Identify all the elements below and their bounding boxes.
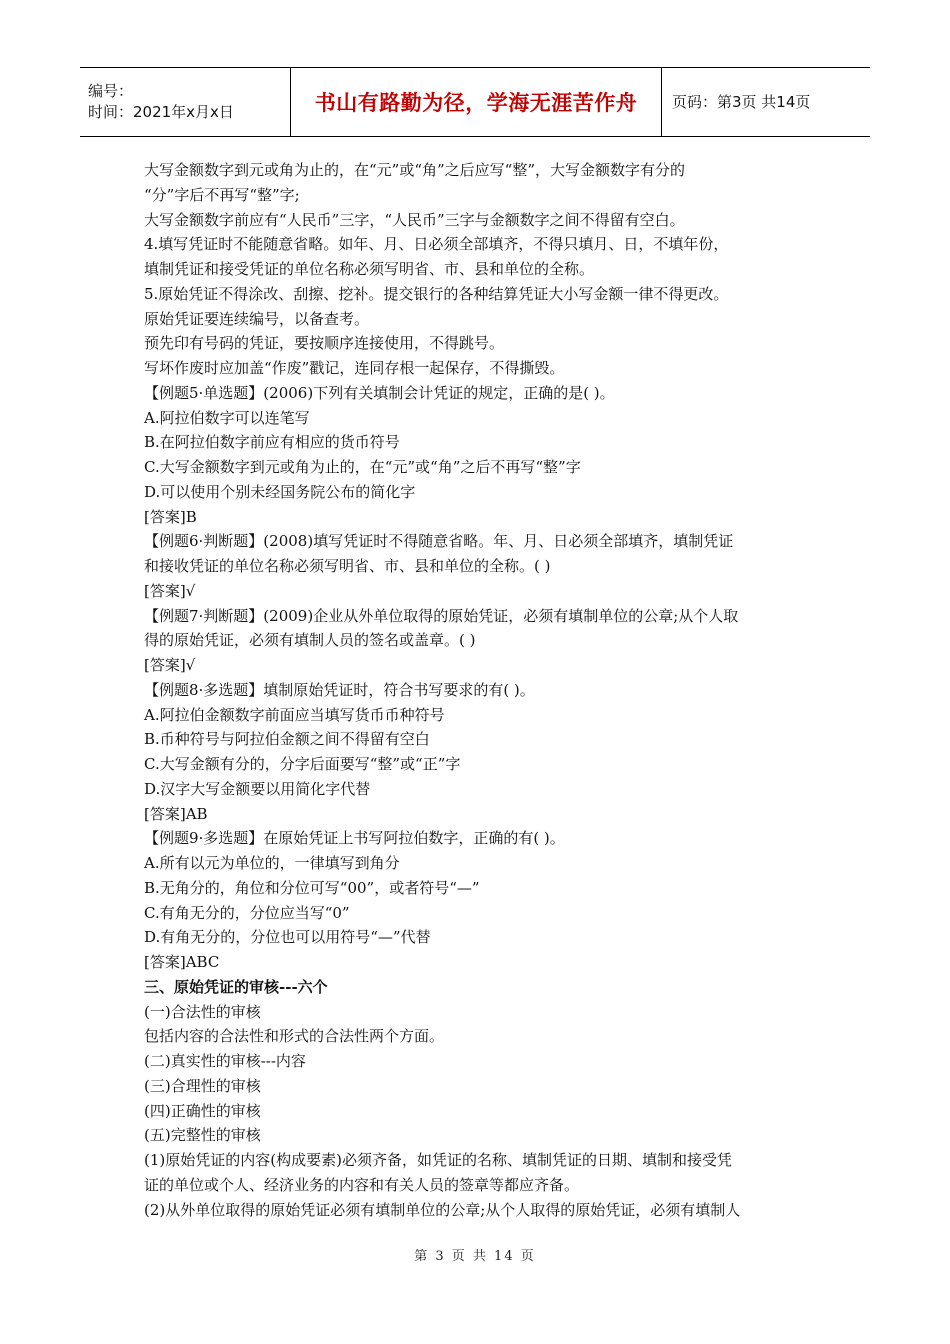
body-line: C.有角无分的，分位应当写“0” <box>144 903 350 922</box>
body-line: [答案]ABC <box>144 953 220 971</box>
document-date-label: 时间：2021年x月x日 <box>88 103 234 121</box>
body-line: B.无角分的，角位和分位可写“00”，或者符号“—” <box>144 878 480 897</box>
body-line: [答案]B <box>144 507 197 526</box>
body-line: 预先印有号码的凭证，要按顺序连接使用，不得跳号。 <box>144 334 505 353</box>
body-line: 填制凭证和接受凭证的单位名称必须写明省、市、县和单位的全称。 <box>144 260 595 278</box>
body-line: 【例题5·单选题】(2006)下列有关填制会计凭证的规定，正确的是( )。 <box>144 383 615 402</box>
body-line: [答案]√ <box>144 581 196 600</box>
body-line: 【例题9·多选题】在原始凭证上书写阿拉伯数字，正确的有( )。 <box>144 829 565 848</box>
body-line: (三)合理性的审核 <box>144 1076 261 1095</box>
body-line: 大写金额数字到元或角为止的，在“元”或“角”之后应写“整”，大写金额数字有分的 <box>144 161 686 179</box>
body-line: D.汉字大写金额要以用简化字代替 <box>144 779 371 798</box>
body-line: D.有角无分的，分位也可以用符号“—”代替 <box>144 928 431 947</box>
header-meta-cell <box>80 68 291 137</box>
body-line: (2)从外单位取得的原始凭证必须有填制单位的公章;从个人取得的原始凭证，必须有填制人 <box>144 1200 741 1219</box>
body-line: B.在阿拉伯数字前应有相应的货币符号 <box>144 433 400 452</box>
body-line: (四)正确性的审核 <box>144 1101 261 1120</box>
body-line: 原始凭证要连续编号，以备查考。 <box>144 309 370 328</box>
header-motto: 书山有路勤为径，学海无涯苦作舟 <box>314 91 638 115</box>
body-line: (二)真实性的审核---内容 <box>144 1052 306 1070</box>
body-line: A.所有以元为单位的，一律填写到角分 <box>144 854 400 872</box>
page-footer: 第 3 页 共 14 页 <box>414 1249 536 1264</box>
body-line: (五)完整性的审核 <box>144 1126 261 1145</box>
body-line: [答案]AB <box>144 804 208 823</box>
body-line: C.大写金额有分的，分字后面要写“整”或“正”字 <box>144 755 461 773</box>
page-header <box>80 67 870 137</box>
body-line: C.大写金额数字到元或角为止的，在“元”或“角”之后不再写“整”字 <box>144 458 581 476</box>
body-line: 证的单位或个人、经济业务的内容和有关人员的签章等都应齐备。 <box>144 1175 580 1194</box>
body-line: 【例题6·判断题】(2008)填写凭证时不得随意省略。年、月、日必须全部填齐，填制凭证 <box>144 532 734 551</box>
document-body <box>144 158 814 1222</box>
body-line: D.可以使用个别未经国务院公布的简化字 <box>144 482 416 501</box>
body-line: 【例题8·多选题】填制原始凭证时，符合书写要求的有( )。 <box>144 680 535 699</box>
header-motto-cell <box>291 68 662 137</box>
body-line: 和接收凭证的单位名称必须写明省、市、县和单位的全称。( ) <box>144 557 551 575</box>
document-number-label: 编号： <box>88 82 134 100</box>
body-line: A.阿拉伯数字可以连笔写 <box>144 408 310 427</box>
header-page-info: 页码：第3页 共14页 <box>672 92 811 111</box>
body-line: 包括内容的合法性和形式的合法性两个方面。 <box>144 1027 445 1046</box>
body-line: A.阿拉伯金额数字前面应当填写货币币种符号 <box>144 705 445 724</box>
section-heading: 三、原始凭证的审核---六个 <box>144 977 328 996</box>
body-line: (一)合法性的审核 <box>144 1002 261 1021</box>
body-line: 4.填写凭证时不能随意省略。如年、月、日必须全部填齐，不得只填月、日，不填年份， <box>144 235 729 254</box>
body-line: “分”字后不再写“整”字; <box>144 185 300 204</box>
body-line: [答案]√ <box>144 656 196 674</box>
body-line: 写坏作废时应加盖“作废”戳记，连同存根一起保存，不得撕毁。 <box>144 359 565 377</box>
body-line: (1)原始凭证的内容(构成要素)必须齐备，如凭证的名称、填制凭证的日期、填制和接受凭 <box>144 1151 732 1169</box>
header-page-cell <box>662 68 871 137</box>
body-line: B.币种符号与阿拉伯金额之间不得留有空白 <box>144 730 430 749</box>
body-line: 【例题7·判断题】(2009)企业从外单位取得的原始凭证，必须有填制单位的公章;从个人取 <box>144 606 739 625</box>
body-line: 得的原始凭证，必须有填制人员的签名或盖章。( ) <box>144 631 476 650</box>
body-line: 5.原始凭证不得涂改、刮擦、挖补。提交银行的各种结算凭证大小写金额一律不得更改。 <box>144 284 729 303</box>
body-line: 大写金额数字前应有“人民币”三字，“人民币”三字与金额数字之间不得留有空白。 <box>144 210 685 229</box>
